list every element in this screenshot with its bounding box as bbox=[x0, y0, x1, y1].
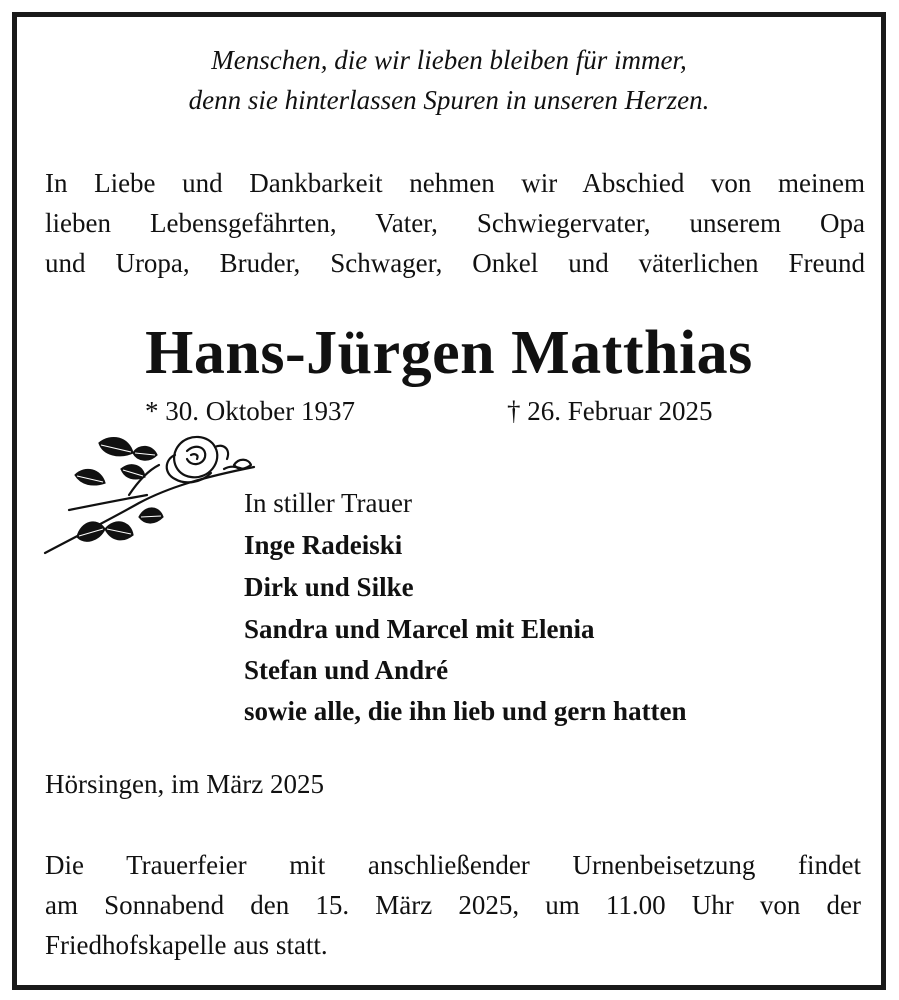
intro-text-2: lieben Lebensgefährten, Vater, Schwiegervater, unserem Opa bbox=[45, 208, 865, 238]
death-date: † 26. Februar 2025 bbox=[507, 396, 713, 426]
funeral-text-1: Die Trauerfeier mit anschließender Urnenbeisetzung findet bbox=[45, 850, 861, 880]
intro-line-1 bbox=[45, 163, 865, 203]
motto-line-1: Menschen, die wir lieben bleiben für immer, bbox=[211, 45, 687, 75]
motto-line-2: denn sie hinterlassen Spuren in unseren Herzen. bbox=[188, 85, 710, 115]
intro-line-2 bbox=[45, 203, 865, 243]
intro-line-3 bbox=[45, 243, 865, 283]
intro-text-1: In Liebe und Dankbarkeit nehmen wir Abschied von meinem bbox=[45, 168, 865, 198]
place-date: Hörsingen, im März 2025 bbox=[45, 769, 324, 799]
funeral-text-3: Friedhofskapelle aus statt. bbox=[45, 930, 328, 960]
mourner-4: Stefan und André bbox=[244, 655, 449, 685]
mourner-3: Sandra und Marcel mit Elenia bbox=[244, 614, 595, 644]
funeral-line-2 bbox=[45, 885, 861, 925]
funeral-text-2: am Sonnabend den 15. März 2025, um 11.00 Uhr von der bbox=[45, 890, 861, 920]
rose-icon bbox=[39, 425, 259, 565]
funeral-line-1 bbox=[45, 845, 861, 885]
mourner-5: sowie alle, die ihn lieb und gern hatten bbox=[244, 696, 687, 726]
funeral-line-3 bbox=[45, 925, 861, 965]
intro-text-3: und Uropa, Bruder, Schwager, Onkel und väterlichen Freund bbox=[45, 248, 865, 278]
mourners-heading: In stiller Trauer bbox=[244, 488, 412, 518]
mourner-2: Dirk und Silke bbox=[244, 572, 414, 602]
mourner-1: Inge Radeiski bbox=[244, 530, 403, 560]
birth-date: * 30. Oktober 1937 bbox=[145, 396, 355, 426]
deceased-name: Hans-Jürgen Matthias bbox=[145, 319, 753, 387]
obituary-frame bbox=[12, 12, 886, 990]
